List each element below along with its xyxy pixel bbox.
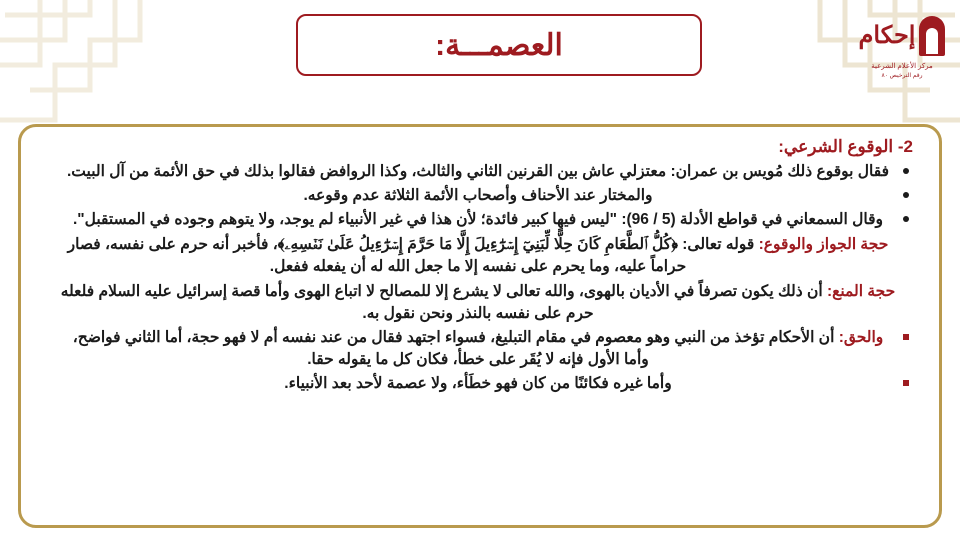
list-item-text: وقال السمعاني في قواطع الأدلة (5 / 96): "ليس فيها كبير فائدة؛ لأن هذا في غير الأنبياء لم يوجد، ولا يتوهم وجوده في المستقبل".	[72, 211, 883, 228]
logo-mark	[856, 14, 948, 58]
logo-subtitle-2: رقم الترخيص ٨٠	[881, 73, 923, 79]
paragraph-lead: حجة الجواز والوقوع:	[758, 236, 889, 253]
section-heading: 2- الوقوع الشرعي:	[778, 137, 913, 156]
bullet-list	[39, 161, 917, 231]
ahkam-logo-icon	[919, 16, 945, 56]
list-item-text: وأما غيره فكائنًا من كان فهو خطَأء، ولا عصمة لأحد بعد الأنبياء.	[284, 375, 672, 392]
logo-subtitle-1: مركز الأعلام الشرعية	[871, 63, 933, 70]
bullet-dot-icon	[903, 216, 909, 222]
list-item-text: فقال بوقوع ذلك مُويس بن عمران: معتزلي عاش بين القرنين الثاني والثالث، وكذا الروافض فقالوا بذلك في حق الأئمة من آل البيت.	[67, 163, 889, 180]
bullet-square-icon	[903, 380, 909, 386]
conclusion-list	[39, 327, 917, 395]
paragraph-evidence-permissibility	[49, 234, 907, 278]
list-item	[39, 161, 917, 183]
paragraph-evidence-prohibition	[49, 281, 907, 325]
bullet-square-icon	[903, 334, 909, 340]
list-item	[39, 185, 917, 207]
brand-logo	[856, 14, 948, 90]
list-item	[39, 373, 917, 395]
list-item-lead: والحق:	[838, 329, 884, 346]
page-title: العصمـــة:	[435, 28, 563, 62]
list-item-text: والمختار عند الأحناف وأصحاب الأئمة الثلاثة عدم وقوعه.	[303, 187, 653, 204]
list-item	[39, 327, 917, 371]
paragraph-lead: حجة المنع:	[826, 283, 896, 300]
list-item-text: أن الأحكام تؤخذ من النبي وهو معصوم في مقام التبليغ، فسواء اجتهد فقال من عند نفسه أم لا فهو حجة، أما الثاني فواضح، وأما الأول فإنه لا يُقَر على خطأ، فكان كل ما يقوله حقا.	[72, 329, 839, 368]
bullet-dot-icon	[903, 168, 909, 174]
decorative-corner-pattern-left	[0, 0, 150, 125]
content-frame	[18, 124, 942, 528]
paragraph-body: قوله تعالى: ﴿كُلُّ ٱلطَّعَامِ كَانَ حِلًّا لِّبَنِيٓ إِسۡرَٰٓءِيلَ إِلَّا مَا حَرَّمَ إِسۡرَٰٓءِيلُ عَلَىٰ نَفۡسِهِۦ﴾، فأخبر أنه حرم على نفسه، فصار حراماً عليه، وما يحرم على نفسه إلا ما جعل الله له أن يفعله ففعل.	[67, 236, 759, 275]
logo-wordmark: إحكام	[858, 22, 916, 49]
list-item	[39, 209, 917, 231]
bullet-dot-icon	[903, 192, 909, 198]
slide-title-banner	[296, 14, 702, 76]
paragraph-body: أن ذلك يكون تصرفاً في الأديان بالهوى، والله تعالى لا يشرع إلا للمصالح لا اتباع الهوى وأما قصة إسرائيل عليه السلام فلعله حرم على نفسه بالنذر ونحن نقول به.	[60, 283, 827, 322]
